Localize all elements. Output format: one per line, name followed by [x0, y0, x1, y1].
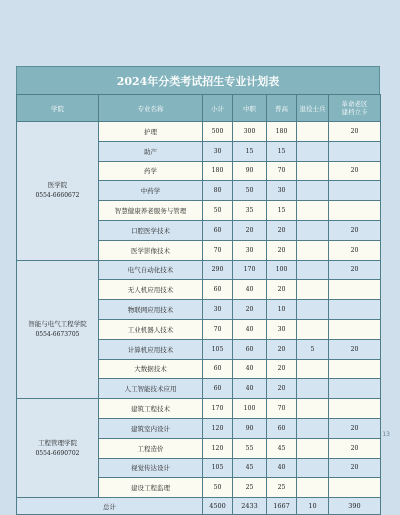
- cell-veterans: [297, 141, 329, 161]
- cell-subtotal: 105: [203, 339, 233, 359]
- major-name: 助产: [99, 141, 203, 161]
- header-major: 专业名称: [99, 95, 203, 122]
- header-row: [17, 95, 381, 122]
- cell-veterans: [297, 161, 329, 181]
- cell-general: 20: [267, 379, 297, 399]
- total-subtotal: 4500: [203, 498, 233, 515]
- cell-veterans: [297, 399, 329, 419]
- table-row: [17, 122, 381, 142]
- table-title: 2024年分类考试招生专业计划表: [16, 66, 380, 94]
- cell-general: 30: [267, 319, 297, 339]
- cell-general: 25: [267, 478, 297, 498]
- cell-secondary: 35: [233, 201, 267, 221]
- cell-secondary: 50: [233, 181, 267, 201]
- cell-old-area: 20: [329, 220, 381, 240]
- cell-veterans: [297, 438, 329, 458]
- enrollment-plan-sheet: [16, 66, 380, 515]
- cell-old-area: 20: [329, 240, 381, 260]
- cell-subtotal: 70: [203, 319, 233, 339]
- major-name: 工程造价: [99, 438, 203, 458]
- cell-veterans: [297, 478, 329, 498]
- header-college: 学院: [17, 95, 99, 122]
- cell-old-area: 20: [329, 458, 381, 478]
- cell-general: 20: [267, 220, 297, 240]
- college-name: 智能与电气工程学院: [28, 319, 87, 328]
- cell-old-area: 20: [329, 438, 381, 458]
- major-name: 电气自动化技术: [99, 260, 203, 280]
- cell-veterans: [297, 201, 329, 221]
- major-name: 视觉传达设计: [99, 458, 203, 478]
- cell-subtotal: 50: [203, 478, 233, 498]
- major-name: 医学影像技术: [99, 240, 203, 260]
- cell-secondary: 90: [233, 161, 267, 181]
- cell-secondary: 45: [233, 458, 267, 478]
- cell-subtotal: 30: [203, 300, 233, 320]
- college-phone: 0554-6690702: [35, 449, 80, 457]
- table-body: [17, 122, 381, 515]
- cell-secondary: 40: [233, 319, 267, 339]
- table-row: [17, 399, 381, 419]
- header-old-area-line1: 革命老区: [341, 99, 368, 108]
- cell-subtotal: 60: [203, 379, 233, 399]
- header-veterans: 退役士兵: [297, 95, 329, 122]
- college-cell: [17, 399, 99, 498]
- cell-subtotal: 120: [203, 418, 233, 438]
- major-name: 人工智能技术应用: [99, 379, 203, 399]
- cell-secondary: 20: [233, 220, 267, 240]
- header-old-area: [329, 95, 381, 122]
- cell-old-area: 20: [329, 161, 381, 181]
- cell-subtotal: 500: [203, 122, 233, 142]
- cell-old-area: [329, 359, 381, 379]
- cell-subtotal: 105: [203, 458, 233, 478]
- cell-secondary: 20: [233, 300, 267, 320]
- cell-subtotal: 170: [203, 399, 233, 419]
- cell-old-area: 20: [329, 122, 381, 142]
- cell-old-area: [329, 319, 381, 339]
- cell-old-area: [329, 379, 381, 399]
- cell-secondary: 300: [233, 122, 267, 142]
- cell-veterans: [297, 122, 329, 142]
- page-edge-mark: 13: [382, 431, 390, 438]
- cell-old-area: 20: [329, 339, 381, 359]
- cell-old-area: [329, 280, 381, 300]
- cell-secondary: 25: [233, 478, 267, 498]
- cell-subtotal: 60: [203, 359, 233, 379]
- cell-general: 60: [267, 418, 297, 438]
- college-cell: [17, 122, 99, 261]
- major-name: 护理: [99, 122, 203, 142]
- total-general: 1667: [267, 498, 297, 515]
- major-name: 计算机应用技术: [99, 339, 203, 359]
- cell-general: 100: [267, 260, 297, 280]
- header-general: 普高: [267, 95, 297, 122]
- cell-general: 20: [267, 240, 297, 260]
- cell-old-area: 20: [329, 260, 381, 280]
- cell-veterans: [297, 220, 329, 240]
- cell-old-area: [329, 478, 381, 498]
- cell-old-area: [329, 141, 381, 161]
- cell-old-area: [329, 399, 381, 419]
- major-name: 工业机器人技术: [99, 319, 203, 339]
- cell-old-area: [329, 300, 381, 320]
- cell-subtotal: 60: [203, 220, 233, 240]
- cell-veterans: [297, 260, 329, 280]
- cell-general: 20: [267, 280, 297, 300]
- cell-general: 180: [267, 122, 297, 142]
- cell-veterans: [297, 418, 329, 438]
- major-name: 无人机应用技术: [99, 280, 203, 300]
- cell-old-area: [329, 201, 381, 221]
- cell-secondary: 40: [233, 280, 267, 300]
- college-phone: 0554-6673705: [35, 330, 80, 338]
- cell-general: 10: [267, 300, 297, 320]
- major-name: 物联网应用技术: [99, 300, 203, 320]
- cell-secondary: 55: [233, 438, 267, 458]
- cell-secondary: 100: [233, 399, 267, 419]
- major-name: 大数据技术: [99, 359, 203, 379]
- cell-secondary: 30: [233, 240, 267, 260]
- college-phone: 0554-6660672: [35, 192, 80, 200]
- cell-veterans: [297, 300, 329, 320]
- cell-subtotal: 60: [203, 280, 233, 300]
- header-subtotal: 小计: [203, 95, 233, 122]
- college-cell: [17, 260, 99, 399]
- cell-subtotal: 120: [203, 438, 233, 458]
- cell-general: 70: [267, 161, 297, 181]
- total-old-area: 390: [329, 498, 381, 515]
- cell-general: 15: [267, 201, 297, 221]
- major-name: 建筑工程技术: [99, 399, 203, 419]
- major-name: 建设工程监理: [99, 478, 203, 498]
- header-secondary: 中职: [233, 95, 267, 122]
- cell-subtotal: 70: [203, 240, 233, 260]
- cell-general: 40: [267, 458, 297, 478]
- cell-veterans: [297, 319, 329, 339]
- cell-veterans: [297, 379, 329, 399]
- cell-veterans: [297, 181, 329, 201]
- cell-secondary: 90: [233, 418, 267, 438]
- cell-general: 20: [267, 359, 297, 379]
- cell-general: 15: [267, 141, 297, 161]
- cell-subtotal: 290: [203, 260, 233, 280]
- total-veterans: 10: [297, 498, 329, 515]
- total-label: 总计: [17, 498, 203, 515]
- table-row: [17, 260, 381, 280]
- cell-general: 70: [267, 399, 297, 419]
- cell-secondary: 170: [233, 260, 267, 280]
- cell-subtotal: 180: [203, 161, 233, 181]
- total-row: [17, 498, 381, 515]
- major-name: 药学: [99, 161, 203, 181]
- cell-old-area: [329, 181, 381, 201]
- cell-secondary: 15: [233, 141, 267, 161]
- cell-veterans: [297, 240, 329, 260]
- cell-secondary: 40: [233, 359, 267, 379]
- major-name: 中药学: [99, 181, 203, 201]
- cell-general: 20: [267, 339, 297, 359]
- major-name: 建筑室内设计: [99, 418, 203, 438]
- cell-old-area: 20: [329, 418, 381, 438]
- cell-veterans: 5: [297, 339, 329, 359]
- cell-veterans: [297, 359, 329, 379]
- cell-veterans: [297, 280, 329, 300]
- cell-subtotal: 80: [203, 181, 233, 201]
- cell-veterans: [297, 458, 329, 478]
- cell-subtotal: 30: [203, 141, 233, 161]
- cell-secondary: 40: [233, 379, 267, 399]
- cell-subtotal: 50: [203, 201, 233, 221]
- college-name: 工程管理学院: [38, 438, 77, 447]
- total-secondary: 2433: [233, 498, 267, 515]
- major-name: 口腔医学技术: [99, 220, 203, 240]
- cell-general: 30: [267, 181, 297, 201]
- cell-general: 45: [267, 438, 297, 458]
- college-name: 医学院: [47, 181, 68, 190]
- enrollment-plan-table: [16, 94, 381, 515]
- cell-secondary: 60: [233, 339, 267, 359]
- header-old-area-line2: 建档立卡: [341, 108, 368, 116]
- major-name: 智慧健康养老服务与管理: [99, 201, 203, 221]
